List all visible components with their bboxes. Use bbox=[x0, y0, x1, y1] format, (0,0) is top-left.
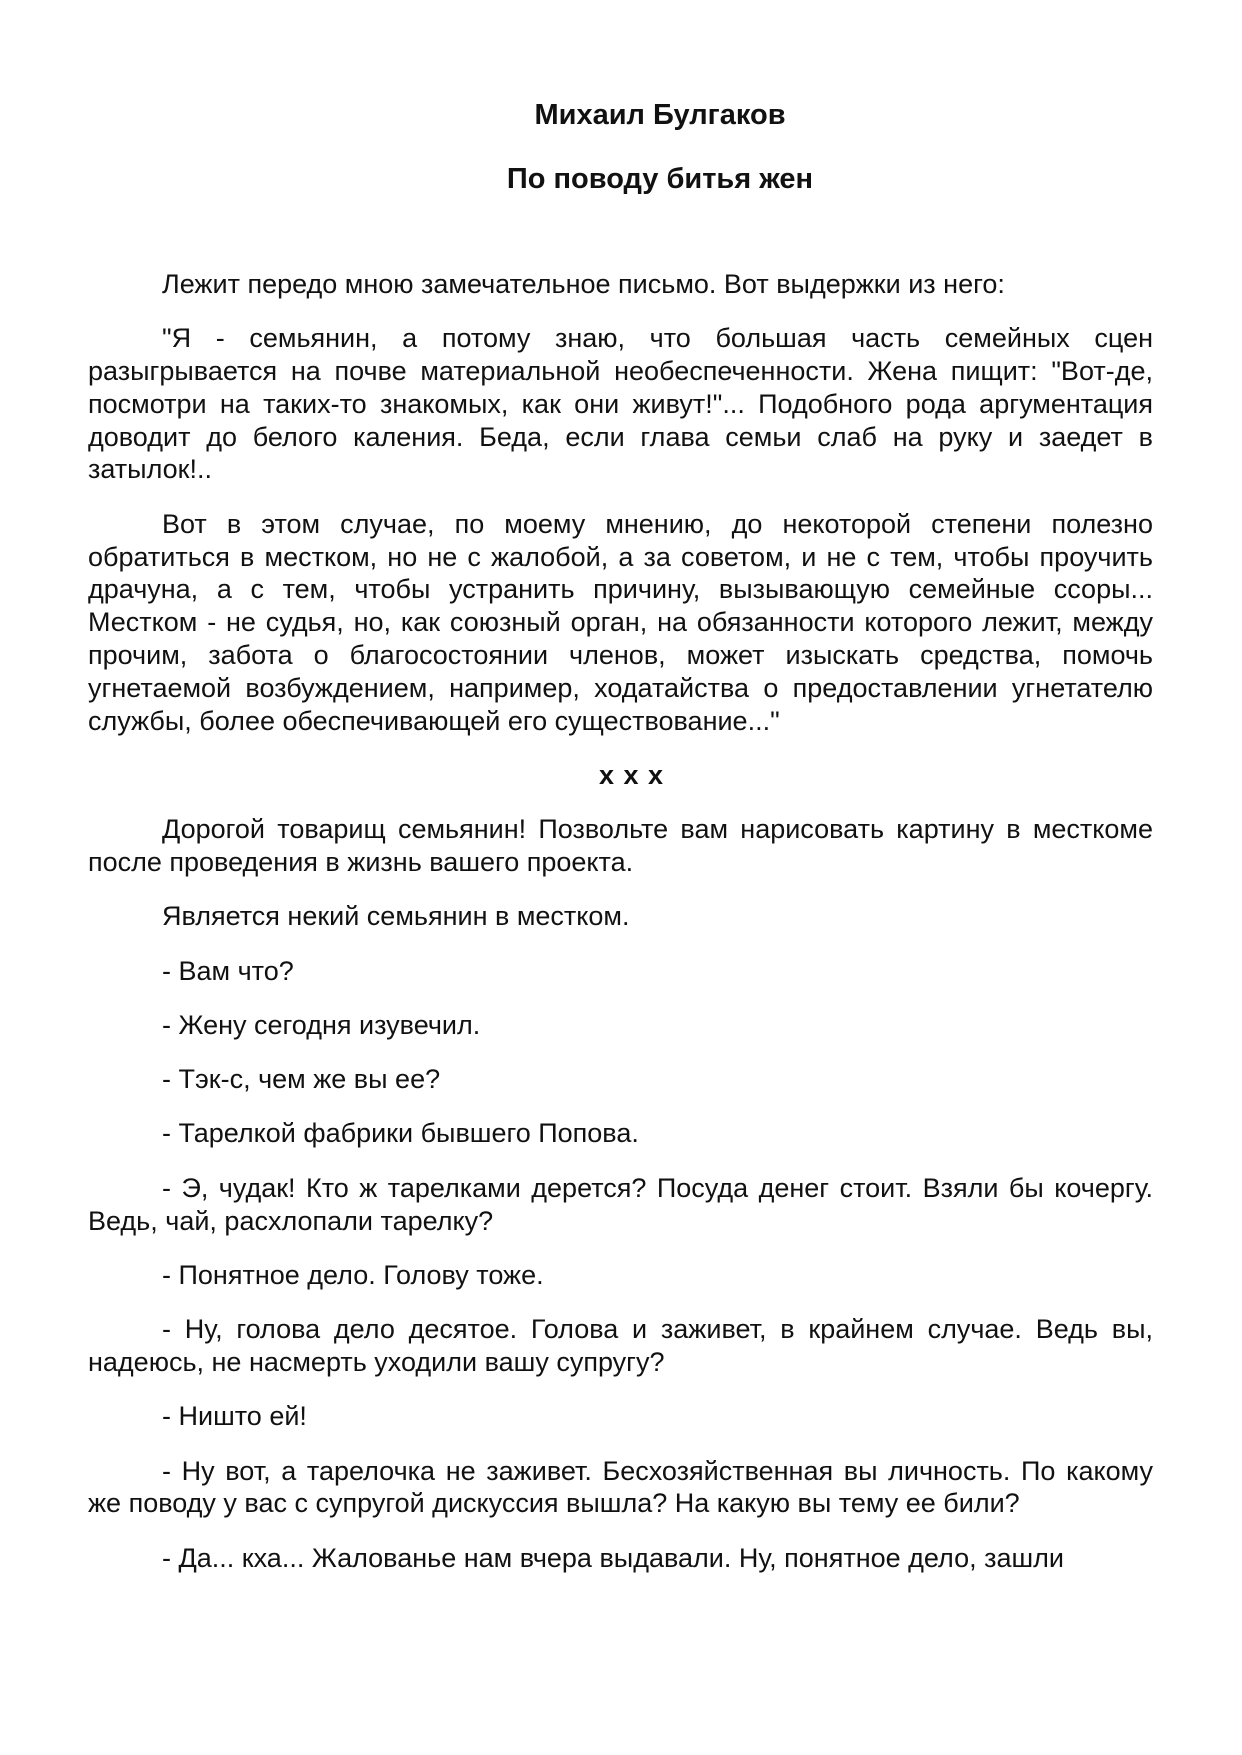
author-name: Михаил Булгаков bbox=[534, 99, 786, 131]
dialogue-line: - Да... кха... Жалованье нам вчера выдавали. Ну, понятное дело, зашли bbox=[162, 1542, 1064, 1573]
section-separator: x x x bbox=[598, 759, 665, 790]
dialogue-line: - Тарелкой фабрики бывшего Попова. bbox=[162, 1118, 639, 1149]
dialogue-line: - Ништо ей! bbox=[162, 1401, 307, 1432]
paragraph: Лежит передо мною замечательное письмо. Вот выдержки из него: bbox=[162, 269, 1005, 299]
paragraph: Вот в этом случае, по моему мнению, до некоторой степени полезно обратиться в местком, но не с жалобой, а за советом, и не с тем, чтобы проучить драчуна, а с тем, чтобы устранить причину, вызывающую семейные ссоры... Местком - не судья, но, как союзный орган, на обязанности которого лежит, между прочим, забота о благосостоянии членов, может изыскать средства, помочь угнетаемой возбуждением, например, ходатайства о предоставлении угнетателю службы, более обеспечивающей его существование..." bbox=[88, 508, 1153, 736]
paragraph: Дорогой товарищ семьянин! Позвольте вам нарисовать картину в месткоме после проведения в жизнь вашего проекта. bbox=[88, 814, 1153, 877]
dialogue-line: - Тэк-с, чем же вы ее? bbox=[162, 1064, 441, 1095]
dialogue-line: - Вам что? bbox=[162, 955, 294, 986]
dialogue-line: - Э, чудак! Кто ж тарелками дерется? Посуда денег стоит. Взяли бы кочергу. Ведь, чай, расхлопали тарелку? bbox=[88, 1172, 1153, 1236]
paragraph: "Я - семьянин, а потому знаю, что большая часть семейных сцен разыгрывается на почве материальной необеспеченности. Жена пищит: "Вот-де, посмотри на таких-то знакомых, как они живут!"... Подобного рода аргументация доводит до белого каления. Беда, если глава семьи слаб на руку и заедет в затылок!.. bbox=[88, 323, 1153, 485]
dialogue-line: - Понятное дело. Голову тоже. bbox=[162, 1259, 544, 1290]
document-body bbox=[88, 268, 1153, 1596]
paragraph: Является некий семьянин в местком. bbox=[162, 901, 630, 932]
dialogue-line: - Ну вот, а тарелочка не заживет. Бесхозяйственная вы личность. По какому же поводу у вас с супругой дискуссия вышла? На какую вы тему ее били? bbox=[88, 1455, 1153, 1519]
dialogue-line: - Ну, голова дело десятое. Голова и заживет, в крайнем случае. Ведь вы, надеюсь, не насмерть уходили вашу супругу? bbox=[88, 1314, 1153, 1377]
document-title: По поводу битья жен bbox=[506, 163, 814, 195]
dialogue-line: - Жену сегодня изувечил. bbox=[162, 1009, 481, 1040]
